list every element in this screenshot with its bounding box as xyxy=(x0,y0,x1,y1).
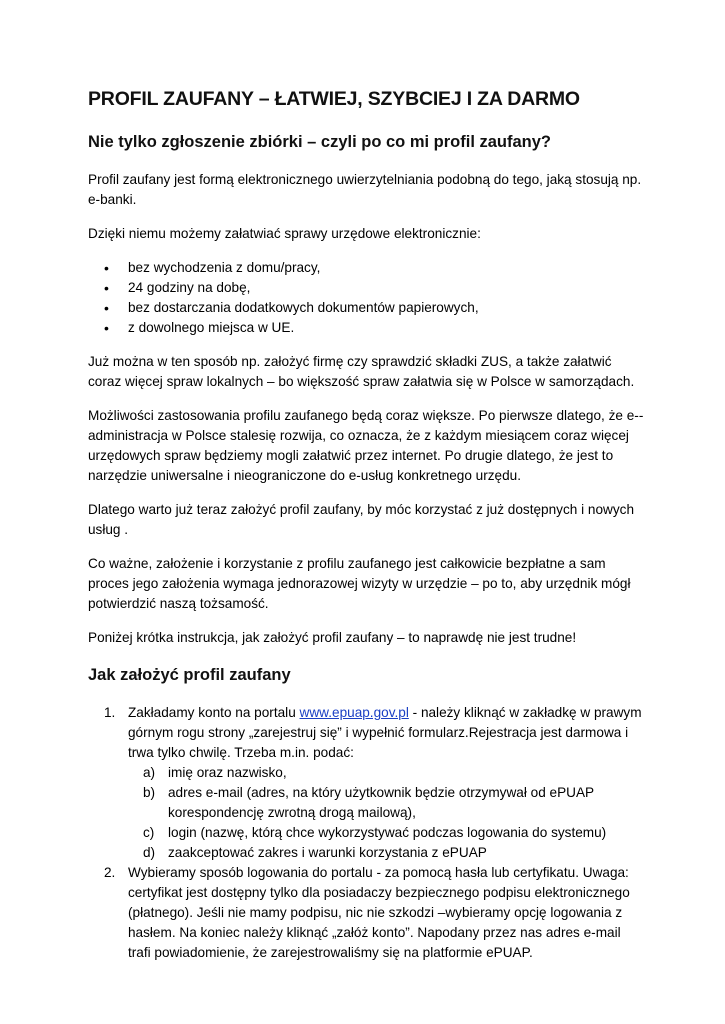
paragraph-possibilities: Możliwości zastosowania profilu zaufanego będą coraz większe. Po pierwsze dlatego, że e--administracja w Polsce stalesię rozwija, co oznacza, że z każdym miesiącem coraz więcej urzędowych spraw będziemy mogli załatwić przez internet. Po drugie dlatego, że jest to narzędzie uniwersalne i nieograniczone do e-usług konkretnego urzędu. xyxy=(88,408,644,483)
paragraph-examples: Już można w ten sposób np. założyć firmę czy sprawdzić składki ZUS, a także załatwić coraz więcej spraw lokalnych – bo większość spraw załatwia się w Polsce w samorządach. xyxy=(88,354,635,389)
list-item: • bez dostarczania dodatkowych dokumentów papierowych, xyxy=(128,298,645,318)
list-item: • z dowolnego miejsca w UE. xyxy=(128,318,645,338)
item-text: login (nazwę, którą chce wykorzystywać podczas logowania do systemu) xyxy=(168,825,607,840)
item-text: zaakceptować zakres i warunki korzystania z ePUAP xyxy=(168,845,487,860)
step-1 xyxy=(104,703,645,863)
paragraph-cost: Co ważne, założenie i korzystanie z profilu zaufanego jest całkowicie bezpłatne a sam proces jego założenia wymaga jednorazowej wizyty w urzędzie – po to, aby urzędnik mógł potwierdzić naszą tożsamość. xyxy=(88,556,631,611)
paragraph-intro: Profil zaufany jest formą elektronicznego uwierzytelniania podobną do tego, jaką stosują np. e-banki. xyxy=(88,172,642,207)
item-text: adres e-mail (adres, na który użytkownik będzie otrzymywał od ePUAP korespondencję zwrotną drogą mailową), xyxy=(168,785,594,820)
step-2 xyxy=(104,863,645,963)
step-1-text-after: - należy kliknąć w zakładkę w prawym górnym rogu strony „zarejestruj się” i wypełnić formularz.Rejestracja jest darmowa i trwa tylko chwilę. Trzeba m.in. podać: xyxy=(128,705,642,760)
list-item xyxy=(143,783,645,823)
step-2-text: Wybieramy sposób logowania do portalu - za pomocą hasła lub certyfikatu. Uwaga: certyfikat jest dostępny tylko dla posiadaczy bezpiecznego podpisu elektronicznego (płatnego). Jeśli nie mamy podpisu, nic nie szkodzi –wybieramy opcję logowania z hasłem. Na koniec należy kliknąć „załóż konto”. Napodany przez nas adres e-mail trafi powiadomienie, że zarejestrowaliśmy się na platformie ePUAP. xyxy=(128,865,630,960)
document-title: PROFIL ZAUFANY – ŁATWIEJ, SZYBCIEJ I ZA DARMO xyxy=(88,88,580,110)
benefits-list xyxy=(88,258,645,338)
list-item: • 24 godziny na dobę, xyxy=(128,278,645,298)
item-letter: a) xyxy=(143,765,156,780)
item-letter: b) xyxy=(143,785,156,800)
item-text: imię oraz nazwisko, xyxy=(168,765,287,780)
item-letter: d) xyxy=(143,845,156,860)
list-item: • bez wychodzenia z domu/pracy, xyxy=(128,258,645,278)
step-number: 2. xyxy=(104,865,116,880)
list-item xyxy=(143,823,645,843)
paragraph-instruction-lead: Poniżej krótka instrukcja, jak założyć profil zaufany – to naprawdę nie jest trudne! xyxy=(88,630,577,645)
list-item xyxy=(143,763,645,783)
epuap-link[interactable]: www.epuap.gov.pl xyxy=(299,705,409,720)
section-heading-howto: Jak założyć profil zaufany xyxy=(88,666,291,684)
required-data-list xyxy=(128,763,645,863)
paragraph-recommendation: Dlatego warto już teraz założyć profil zaufany, by móc korzystać z już dostępnych i nowych usług . xyxy=(88,502,634,537)
step-1-text-before: Zakładamy konto na portalu xyxy=(128,705,300,720)
step-number: 1. xyxy=(104,705,116,720)
paragraph-benefits-lead: Dzięki niemu możemy załatwiać sprawy urzędowe elektronicznie: xyxy=(88,226,481,241)
item-letter: c) xyxy=(143,825,155,840)
section-heading-purpose: Nie tylko zgłoszenie zbiórki – czyli po co mi profil zaufany? xyxy=(88,133,552,151)
list-item xyxy=(143,843,645,863)
steps-list xyxy=(88,703,645,963)
